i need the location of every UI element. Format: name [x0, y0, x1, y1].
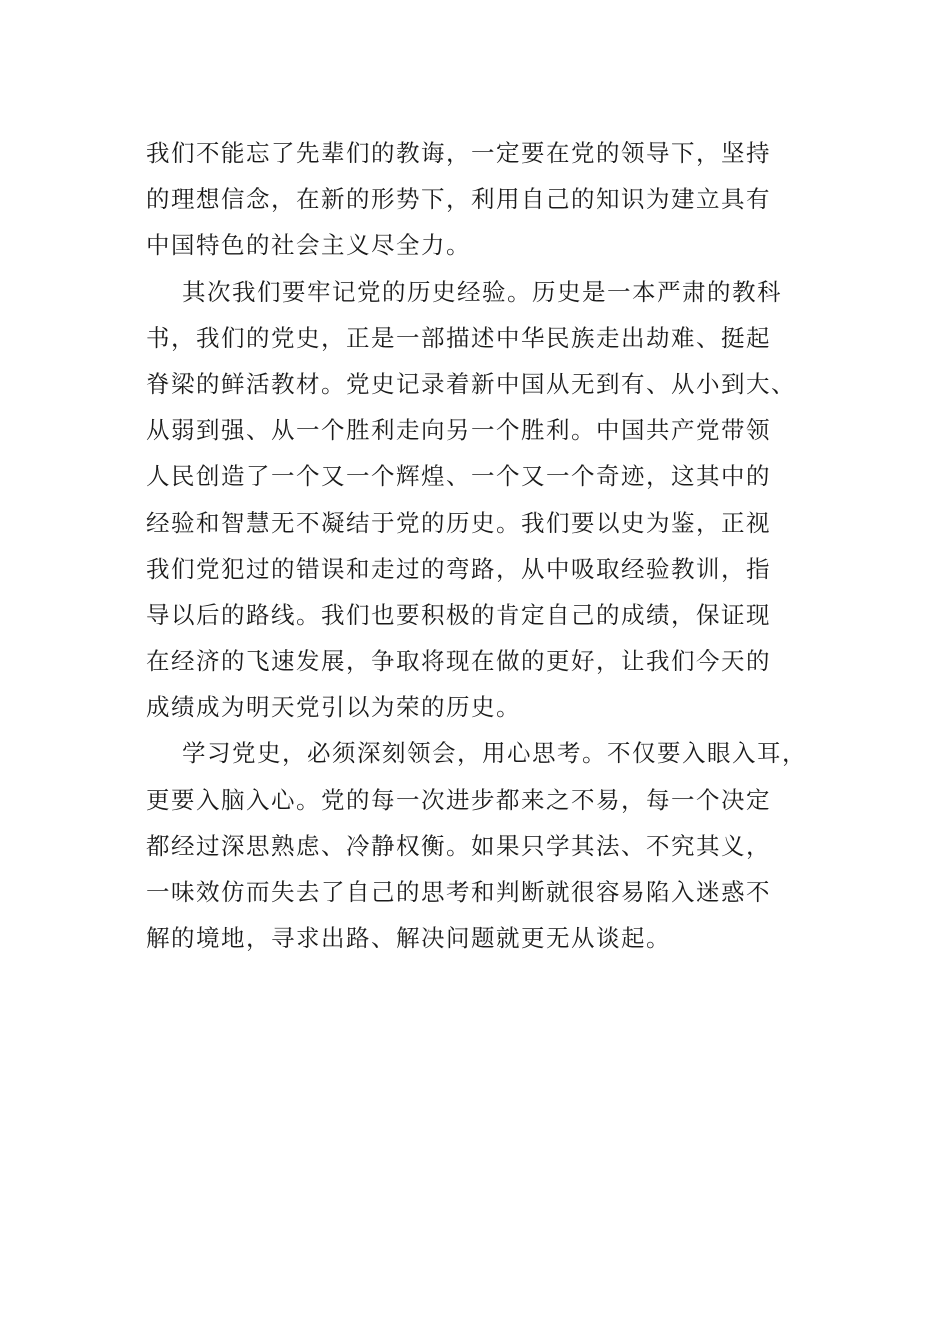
paragraph-3 [146, 730, 826, 961]
text-line: 一味效仿而失去了自己的思考和判断就很容易陷入迷惑不 [146, 878, 771, 906]
text-line: 书，我们的党史，正是一部描述中华民族走出劫难、挺起 [146, 323, 771, 352]
paragraph-1 [146, 130, 826, 269]
text-line: 在经济的飞速发展，争取将现在做的更好，让我们今天的 [146, 647, 771, 676]
text-line: 学习党史，必须深刻领会，用心思考。不仅要入眼入耳， [182, 739, 807, 768]
text-line: 解的境地，寻求出路、解决问题就更无从谈起。 [146, 924, 671, 953]
text-line: 成绩成为明天党引以为荣的历史。 [146, 693, 521, 722]
text-line: 更要入脑入心。党的每一次进步都来之不易，每一个决定 [146, 785, 771, 814]
text-line: 脊梁的鲜活教材。党史记录着新中国从无到有、从小到大、 [146, 369, 796, 398]
text-line: 我们党犯过的错误和走过的弯路，从中吸取经验教训，指 [146, 554, 771, 583]
text-line: 我们不能忘了先辈们的教诲，一定要在党的领导下，坚持 [146, 139, 771, 167]
text-line: 人民创造了一个又一个辉煌、一个又一个奇迹，这其中的 [146, 462, 771, 491]
text-line: 经验和智慧无不凝结于党的历史。我们要以史为鉴，正视 [146, 508, 771, 537]
text-line: 的理想信念，在新的形势下，利用自己的知识为建立具有 [146, 185, 771, 214]
text-line: 都经过深思熟虑、冷静权衡。如果只学其法、不究其义， [146, 831, 771, 860]
text-line: 其次我们要牢记党的历史经验。历史是一本严肃的教科 [182, 277, 782, 306]
text-line: 导以后的路线。我们也要积极的肯定自己的成绩，保证现 [146, 600, 771, 629]
paragraph-2 [146, 269, 826, 731]
text-line: 中国特色的社会主义尽全力。 [146, 231, 471, 260]
text-line: 从弱到强、从一个胜利走向另一个胜利。中国共产党带领 [146, 416, 771, 445]
body-text [146, 130, 826, 961]
